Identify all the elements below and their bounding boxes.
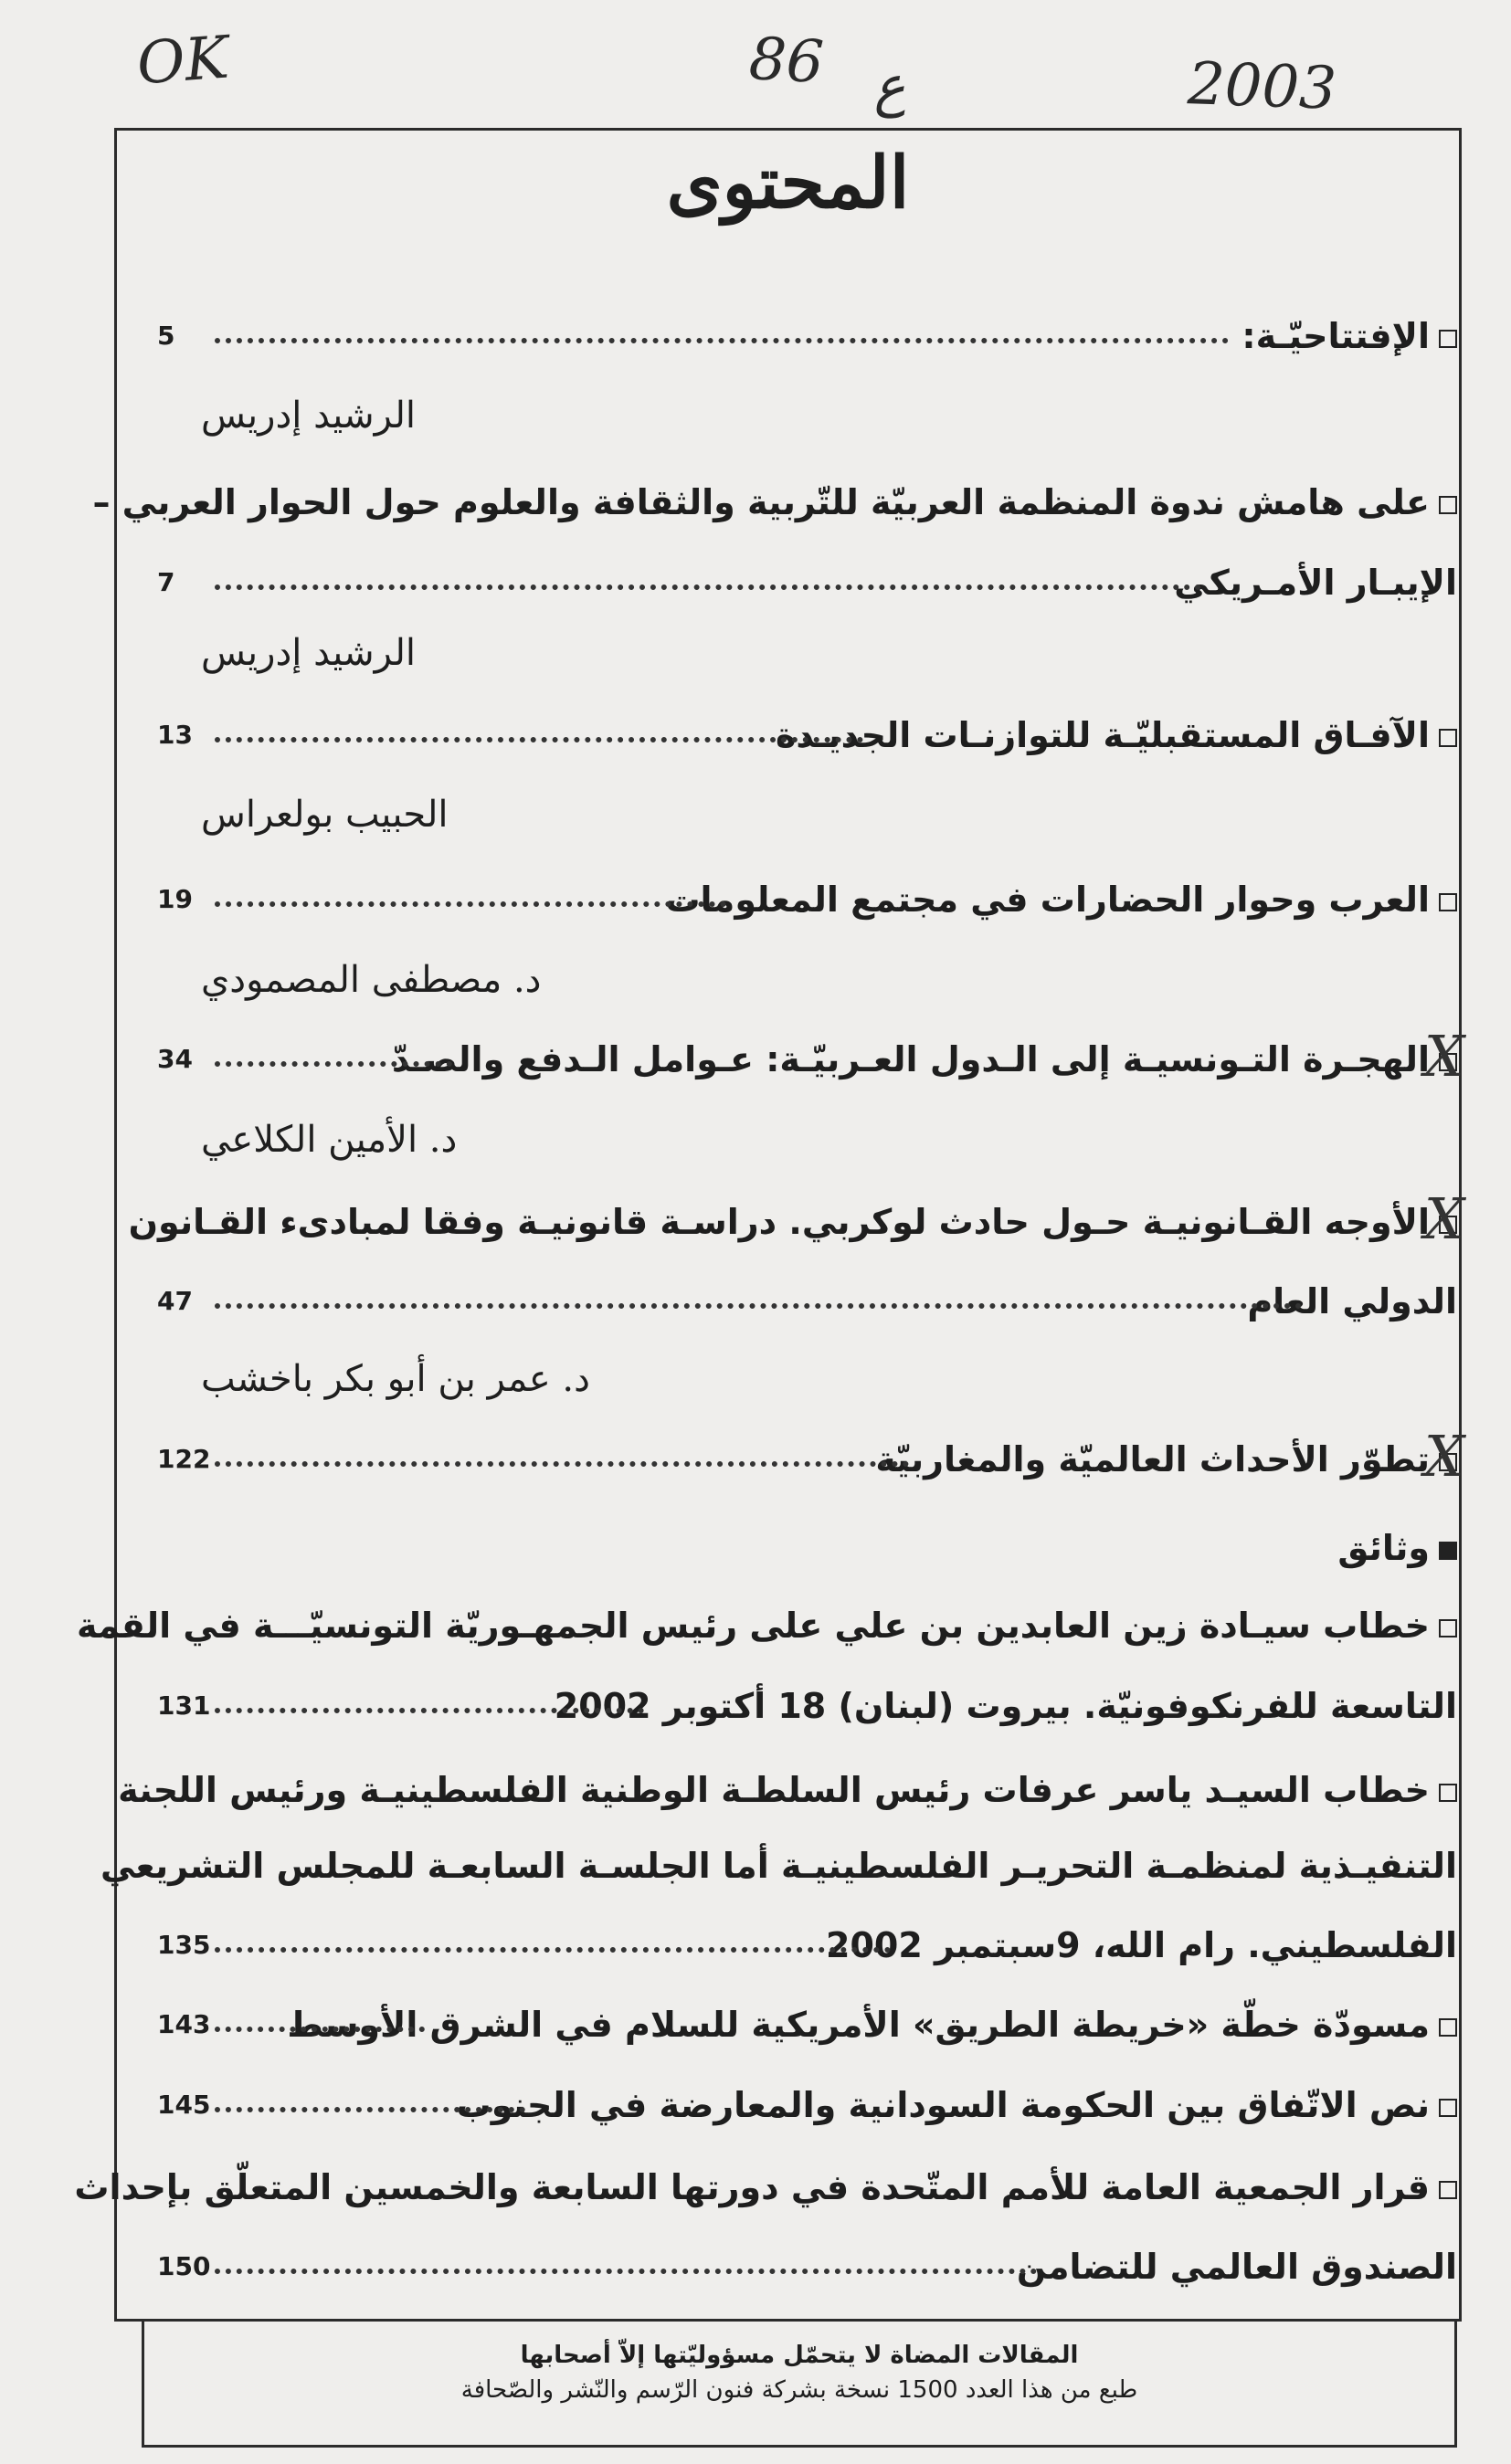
toc-entry-roadmap[interactable] (137, 1997, 1457, 2052)
handnote-ok: OK (134, 24, 231, 99)
page-number: 5 (157, 321, 175, 351)
entry-title: خطاب سيـادة زين العابدين بن علي على رئيس الجمهـوريّة التونسيّـــة في القمة (77, 1606, 1430, 1646)
toc-entry-un-resolution[interactable] (74, 2160, 1457, 2215)
page-number: 13 (157, 720, 193, 750)
handwritten-x-icon: X (1423, 1185, 1464, 1252)
bullet-square-icon (1439, 2181, 1457, 2199)
handwritten-x-icon: X (1423, 1023, 1464, 1090)
footer-disclaimer: المقالات المضاة لا يتحمّل مسؤوليّتها إلاّ أصحابها (520, 2342, 1079, 2369)
toc-entry-lockerbie-cont[interactable] (137, 1274, 1457, 1329)
toc-entry-alecso[interactable] (92, 475, 1457, 530)
entry-title: الإفتتاحيّـة: (1242, 316, 1430, 356)
toc-author (137, 626, 1457, 680)
bullet-square-icon (1439, 330, 1457, 348)
entry-title: التنفيـذية لمنظمـة التحريـر الفلسطينيـة أما الجلسـة السابعـة للمجلس التشريعي (100, 1846, 1457, 1886)
toc-entry-migration[interactable] (137, 1023, 1464, 1090)
page-number: 143 (157, 2009, 211, 2039)
dot-leader (215, 584, 1201, 590)
author-name: الحبيب بولعراس (201, 794, 449, 836)
entry-title: على هامش ندوة المنظمة العربيّة للتّربية والثقافة والعلوم حول الحوار العربي – (92, 482, 1430, 522)
bullet-filled-square-icon (1439, 1542, 1457, 1560)
bullet-square-icon (1439, 1619, 1457, 1637)
dot-leader (215, 1303, 1302, 1309)
entry-title: مسودّة خطّة «خريطة الطريق» الأمريكية للسلام في الشرق الأوسط (287, 2005, 1430, 2045)
toc-entry-horizons[interactable] (137, 708, 1457, 763)
handnote-issue-number: 86 (747, 25, 826, 98)
toc-entry-lockerbie[interactable] (128, 1185, 1464, 1252)
handwritten-x-icon: X (1423, 1423, 1464, 1490)
page-title: المحتوى (666, 142, 910, 225)
entry-title: الدولي العام (1247, 1281, 1457, 1322)
entry-title: نص الاتّفاق بين الحكومة السودانية والمعارضة في الجنوب (456, 2085, 1430, 2125)
toc-entry-arafat-speech-cont2[interactable] (137, 1918, 1457, 1973)
dot-leader (215, 737, 863, 742)
toc-entry-un-resolution-cont[interactable] (137, 2239, 1457, 2294)
dot-leader (215, 901, 726, 907)
handnote-year: 2003 (1186, 50, 1338, 123)
toc-entry-civilizations[interactable] (137, 872, 1457, 927)
bullet-square-icon (1439, 2099, 1457, 2117)
toc-entry-arafat-speech[interactable] (118, 1763, 1457, 1817)
toc-author (137, 1352, 1457, 1406)
toc-author (137, 1112, 1457, 1167)
bullet-square-icon (1439, 893, 1457, 911)
toc-entry-editorial[interactable] (137, 309, 1457, 363)
page-number: 145 (157, 2090, 211, 2120)
footer-print-info: طبع من هذا العدد 1500 نسخة بشركة فنون الرّسم والنّشر والصّحافة (460, 2376, 1138, 2404)
dot-leader (215, 2269, 1037, 2274)
footer-box (142, 2320, 1457, 2448)
section-title: وثائق (1337, 1528, 1430, 1568)
dot-leader (215, 1461, 909, 1467)
toc-entry-arafat-speech-cont[interactable] (100, 1838, 1457, 1893)
page-number: 122 (157, 1444, 211, 1474)
toc-entry-sudan-agreement[interactable] (137, 2078, 1457, 2132)
bullet-square-icon (1439, 496, 1457, 514)
entry-title: التاسعة للفرنكوفونيّة. بيروت (لبنان) 18 أكتوبر 2002 (554, 1686, 1457, 1726)
toc-entry-alecso-cont[interactable] (137, 555, 1457, 610)
page-number: 131 (157, 1690, 211, 1721)
page-number: 34 (157, 1044, 193, 1074)
entry-title: الأوجه القـانونيـة حـول حادث لوكربي. دراسـة قانونيـة وفقا لمبادىء القـانون (128, 1202, 1430, 1242)
entry-title: الصندوق العالمي للتضامن (1016, 2247, 1457, 2287)
bullet-square-icon (1439, 1784, 1457, 1802)
dot-leader (215, 1708, 644, 1713)
toc-entry-events[interactable] (137, 1423, 1464, 1490)
entry-title: الإيبـار الأمـريكي (1174, 563, 1457, 603)
entry-title: العرب وحوار الحضارات في مجتمع المعلومات (665, 879, 1430, 920)
page-number: 7 (157, 567, 175, 597)
dot-leader (215, 1947, 891, 1953)
author-name: د. مصطفى المصمودي (201, 959, 542, 1001)
dot-leader (215, 1061, 452, 1067)
entry-title: خطاب السيـد ياسر عرفات رئيس السلطـة الوطنية الفلسطينيـة ورئيس اللجنة (118, 1770, 1430, 1810)
toc-entry-ben-ali-speech[interactable] (77, 1598, 1457, 1653)
entry-title: قرار الجمعية العامة للأمم المتّحدة في دورتها السابعة والخمسين المتعلّق بإحداث (74, 2167, 1430, 2207)
bullet-square-icon (1439, 2018, 1457, 2037)
dot-leader (215, 2107, 525, 2112)
page-number: 19 (157, 884, 193, 914)
dot-leader (215, 338, 1229, 343)
author-name: الرشيد إدريس (201, 632, 417, 674)
author-name: الرشيد إدريس (201, 395, 417, 437)
toc-entry-ben-ali-speech-cont[interactable] (137, 1679, 1457, 1733)
author-name: د. الأمين الكلاعي (201, 1119, 458, 1161)
entry-title: الهجـرة التـونسيـة إلى الـدول العـربيّـة: عـوامل الـدفع والصـدّ (391, 1039, 1430, 1079)
toc-author (137, 388, 1457, 443)
handnote-letter: ع (870, 53, 908, 121)
entry-title: الفلسطيني. رام الله، 9سبتمبر 2002 (826, 1925, 1457, 1965)
toc-author (137, 787, 1457, 842)
page-number: 47 (157, 1286, 193, 1316)
page-number: 135 (157, 1930, 211, 1960)
entry-title: تطوّر الأحداث العالميّة والمغاربيّة (875, 1439, 1430, 1479)
author-name: د. عمر بن أبو بكر باخشب (201, 1358, 590, 1400)
page-number: 150 (157, 2251, 211, 2281)
bullet-square-icon (1439, 729, 1457, 747)
entry-title: الآفـاق المستقبليّـة للتوازنـات الجديـدة (776, 715, 1430, 755)
dot-leader (215, 2027, 425, 2032)
toc-section-documents[interactable] (137, 1521, 1457, 1575)
toc-author (137, 953, 1457, 1007)
